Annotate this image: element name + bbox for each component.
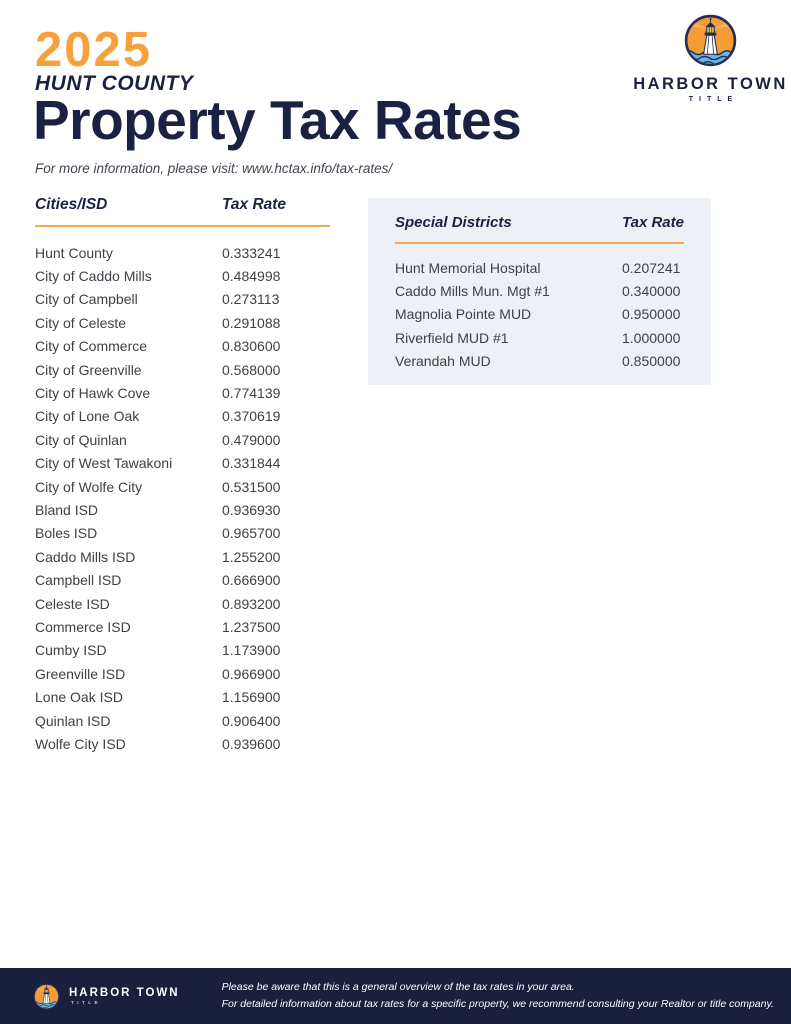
entity-name: Quinlan ISD bbox=[35, 712, 111, 729]
tax-rate-value: 0.273113 bbox=[222, 291, 280, 308]
county-heading: HUNT COUNTY bbox=[35, 72, 194, 95]
entity-name: Commerce ISD bbox=[35, 618, 131, 635]
entity-name: Campbell ISD bbox=[35, 572, 122, 589]
page-title: Property Tax Rates bbox=[33, 89, 522, 151]
tax-rate-value: 0.893200 bbox=[222, 595, 281, 612]
table-row bbox=[35, 662, 330, 685]
table-row bbox=[35, 498, 330, 521]
tax-rate-value: 0.950000 bbox=[622, 306, 681, 323]
tax-rate-value: 0.291088 bbox=[222, 314, 281, 331]
cities-table-header bbox=[35, 196, 330, 227]
entity-name: Hunt County bbox=[35, 244, 113, 261]
entity-name: City of Lone Oak bbox=[35, 408, 140, 425]
tax-rate-value: 0.939600 bbox=[222, 735, 281, 752]
entity-name: Celeste ISD bbox=[35, 595, 110, 612]
tax-rate-value: 0.568000 bbox=[222, 361, 281, 378]
tax-rate-value: 1.156900 bbox=[222, 689, 281, 706]
table-row bbox=[35, 405, 330, 428]
tax-rate-value: 1.000000 bbox=[622, 329, 681, 346]
entity-name: Caddo Mills ISD bbox=[35, 548, 136, 565]
table-row bbox=[35, 709, 330, 732]
tax-rate-value: 1.237500 bbox=[222, 618, 281, 635]
cities-isd-table bbox=[35, 196, 330, 756]
lighthouse-icon bbox=[33, 983, 60, 1010]
table-row bbox=[35, 428, 330, 451]
table-row bbox=[395, 303, 684, 326]
districts-table-header bbox=[395, 214, 684, 244]
table-row bbox=[35, 381, 330, 404]
table-row bbox=[35, 288, 330, 311]
lighthouse-icon bbox=[684, 14, 737, 67]
table-row bbox=[35, 311, 330, 334]
tax-rate-value: 0.340000 bbox=[622, 283, 681, 300]
tax-rate-value: 0.774139 bbox=[222, 385, 281, 402]
table-row bbox=[395, 256, 684, 279]
table-row bbox=[395, 350, 684, 373]
tax-rate-value: 0.333241 bbox=[222, 244, 281, 261]
brand-subname: TITLE bbox=[688, 96, 739, 103]
table-row bbox=[35, 568, 330, 591]
entity-name: City of Quinlan bbox=[35, 431, 127, 448]
districts-table-rows bbox=[395, 256, 684, 373]
entity-name: City of Campbell bbox=[35, 291, 138, 308]
tax-rate-value: 0.207241 bbox=[622, 259, 681, 276]
table-row bbox=[35, 241, 330, 264]
entity-name: Bland ISD bbox=[35, 501, 99, 518]
brand-name: HARBOR TOWN bbox=[633, 75, 788, 93]
districts-col-header: Special Districts bbox=[395, 214, 512, 231]
tax-rate-value: 0.830600 bbox=[222, 338, 281, 355]
cities-table-rows bbox=[35, 241, 330, 756]
brand-subname: TITLE bbox=[71, 1000, 101, 1005]
cities-rate-col-header: Tax Rate bbox=[222, 196, 287, 213]
tax-rate-value: 0.484998 bbox=[222, 268, 281, 285]
entity-name: City of Commerce bbox=[35, 338, 148, 355]
entity-name: Lone Oak ISD bbox=[35, 689, 123, 706]
table-row bbox=[35, 475, 330, 498]
entity-name: Wolfe City ISD bbox=[35, 735, 126, 752]
table-row bbox=[35, 615, 330, 638]
tax-rate-value: 0.531500 bbox=[222, 478, 281, 495]
table-row bbox=[35, 639, 330, 662]
table-row bbox=[35, 732, 330, 755]
table-row bbox=[35, 545, 330, 568]
tax-rate-value: 0.850000 bbox=[622, 353, 681, 370]
table-row bbox=[35, 592, 330, 615]
tax-rate-value: 0.966900 bbox=[222, 665, 281, 682]
footer-bar bbox=[0, 968, 791, 1024]
entity-name: Hunt Memorial Hospital bbox=[395, 259, 541, 276]
table-row bbox=[395, 279, 684, 302]
entity-name: Boles ISD bbox=[35, 525, 98, 542]
cities-col-header: Cities/ISD bbox=[35, 196, 108, 213]
entity-name: City of Greenville bbox=[35, 361, 142, 378]
entity-name: City of Wolfe City bbox=[35, 478, 143, 495]
table-row bbox=[35, 264, 330, 287]
year-heading: 2025 bbox=[35, 23, 153, 77]
footer-brand-block bbox=[69, 987, 180, 1005]
harbor-town-logo bbox=[633, 14, 788, 103]
entity-name: Verandah MUD bbox=[395, 353, 491, 370]
tax-rate-value: 0.331844 bbox=[222, 455, 281, 472]
entity-name: City of Hawk Cove bbox=[35, 385, 151, 402]
entity-name: City of West Tawakoni bbox=[35, 455, 173, 472]
brand-name: HARBOR TOWN bbox=[69, 987, 180, 999]
entity-name: Riverfield MUD #1 bbox=[395, 329, 509, 346]
special-districts-panel bbox=[368, 198, 711, 385]
entity-name: Magnolia Pointe MUD bbox=[395, 306, 532, 323]
disclaimer-text bbox=[222, 979, 774, 1013]
entity-name: Cumby ISD bbox=[35, 642, 107, 659]
tax-rate-value: 0.666900 bbox=[222, 572, 281, 589]
entity-name: City of Caddo Mills bbox=[35, 268, 152, 285]
entity-name: Caddo Mills Mun. Mgt #1 bbox=[395, 283, 550, 300]
entity-name: Greenville ISD bbox=[35, 665, 126, 682]
tax-rate-value: 0.965700 bbox=[222, 525, 281, 542]
tax-rate-value: 1.173900 bbox=[222, 642, 281, 659]
footer-harbor-town-logo bbox=[33, 983, 180, 1010]
districts-rate-col-header: Tax Rate bbox=[622, 214, 684, 231]
tax-rate-value: 0.370619 bbox=[222, 408, 281, 425]
tax-rate-value: 0.906400 bbox=[222, 712, 281, 729]
info-url-text: For more information, please visit: www.hctax.info/tax-rates/ bbox=[35, 161, 393, 176]
table-row bbox=[35, 358, 330, 381]
table-row bbox=[35, 685, 330, 708]
table-row bbox=[35, 522, 330, 545]
disclaimer-line-2: For detailed information about tax rates for a specific property, we recommend consulting your Realtor or title company. bbox=[221, 998, 774, 1010]
tax-rate-value: 0.936930 bbox=[222, 501, 281, 518]
tax-rate-value: 1.255200 bbox=[222, 548, 281, 565]
entity-name: City of Celeste bbox=[35, 314, 127, 331]
table-row bbox=[35, 452, 330, 475]
tax-rate-value: 0.479000 bbox=[222, 431, 281, 448]
table-row bbox=[395, 326, 684, 349]
disclaimer-line-1: Please be aware that this is a general overview of the tax rates in your area. bbox=[221, 981, 575, 994]
table-row bbox=[35, 335, 330, 358]
